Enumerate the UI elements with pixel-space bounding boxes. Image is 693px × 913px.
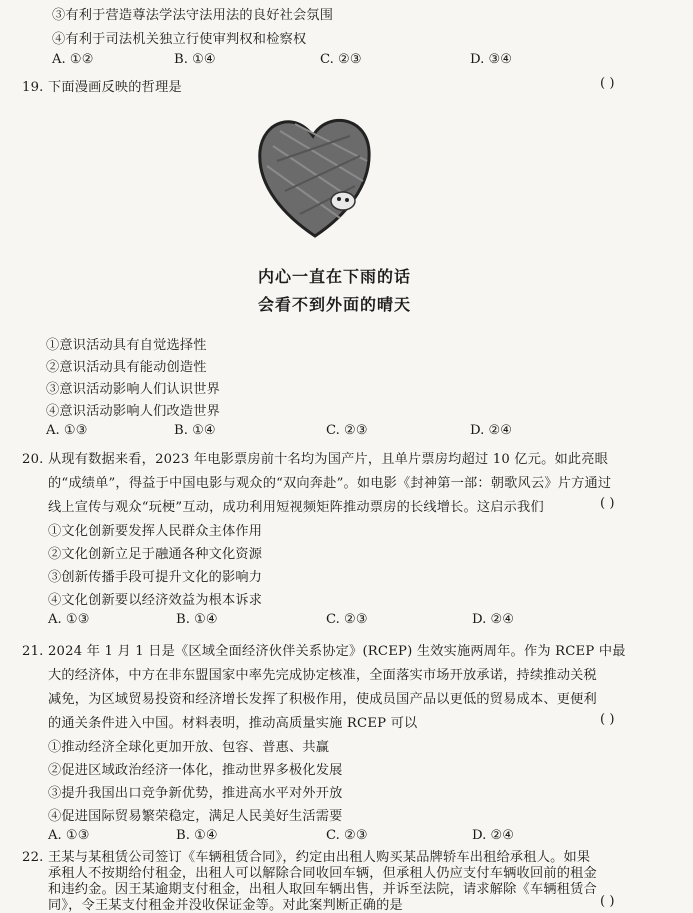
q20-stem-line-3: 线上宣传与观众“玩梗”互动，成功利用短视频矩阵推动票房的长线增长。这启示我们 xyxy=(48,500,544,515)
q18-option-d[interactable]: D. ③④ xyxy=(470,52,513,67)
q22-stem-line-4: 同》，令王某支付租金并没收保证金等。对此案判断正确的是 xyxy=(48,898,403,913)
q20-option-d[interactable]: D. ②④ xyxy=(472,612,515,627)
q21-answer-paren[interactable]: ( ) xyxy=(600,712,615,727)
q21-stem-line-2: 大的经济体，中方在非东盟国家中率先完成协定核准，全面落实市场开放承诺，持续推动关税 xyxy=(48,668,597,683)
q19-option-a[interactable]: A. ①③ xyxy=(46,423,88,438)
q20-option-b[interactable]: B. ①④ xyxy=(176,612,218,627)
q21-option-b[interactable]: B. ①④ xyxy=(176,828,218,843)
q22-stem-line-3: 和违约金。因王某逾期支付租金，出租人取回车辆出售，并诉至法院，请求解除《车辆租赁合 xyxy=(48,882,597,897)
q21-item-3: ③提升我国出口竞争新优势，推进高水平对外开放 xyxy=(48,786,343,801)
q20-item-1: ①文化创新要发挥人民群众主体作用 xyxy=(48,524,263,539)
q21-stem-line-4: 的通关条件进入中国。材料表明，推动高质量实施 RCEP 可以 xyxy=(48,716,418,731)
q20-answer-paren[interactable]: ( ) xyxy=(600,496,615,511)
q21-item-4: ④促进国际贸易繁荣稳定，满足人民美好生活需要 xyxy=(48,809,343,824)
q18-option-c[interactable]: C. ②③ xyxy=(320,52,362,67)
comic-caption-line-1: 内心一直在下雨的话 xyxy=(258,267,412,286)
q19-item-2: ②意识活动具有能动创造性 xyxy=(46,360,207,375)
comic-heart-image xyxy=(255,106,375,241)
comic-caption-line-2: 会看不到外面的晴天 xyxy=(258,295,412,314)
q21-item-1: ①推动经济全球化更加开放、包容、普惠、共赢 xyxy=(48,740,330,755)
q19-item-4: ④意识活动影响人们改造世界 xyxy=(46,404,221,419)
q19-item-1: ①意识活动具有自觉选择性 xyxy=(46,338,207,353)
q19-item-3: ③意识活动影响人们认识世界 xyxy=(46,382,221,397)
q18-option-a[interactable]: A. ①② xyxy=(52,52,94,67)
q21-option-c[interactable]: C. ②③ xyxy=(326,828,368,843)
q19-option-d[interactable]: D. ②④ xyxy=(470,423,513,438)
q22-stem-line-2: 承租人不按期给付租金，出租人可以解除合同收回车辆，但承租人仍应支付车辆收回前的租金 xyxy=(48,866,597,881)
q18-item-3: ③有利于营造尊法学法守法用法的良好社会氛围 xyxy=(52,8,334,23)
q20-option-c[interactable]: C. ②③ xyxy=(326,612,368,627)
q20-item-3: ③创新传播手段可提升文化的影响力 xyxy=(48,570,263,585)
q21-stem-line-1: 21. 2024 年 1 月 1 日是《区域全面经济伙伴关系协定》(RCEP) 生效实施两周年。作为 RCEP 中最 xyxy=(22,644,626,659)
q19-option-c[interactable]: C. ②③ xyxy=(326,423,368,438)
q21-item-2: ②促进区域政治经济一体化，推动世界多极化发展 xyxy=(48,763,343,778)
q20-stem-line-2: 的“成绩单”，得益于中国电影与观众的“双向奔赴”。如电影《封神第一部：朝歌风云》片方通过 xyxy=(48,476,612,491)
q20-item-2: ②文化创新立足于融通各种文化资源 xyxy=(48,547,263,562)
q20-stem-line-1: 20. 从现有数据来看，2023 年电影票房前十名均为国产片，且单片票房均超过 10 亿元。如此亮眼 xyxy=(22,452,609,467)
q19-answer-paren[interactable]: ( ) xyxy=(600,76,615,91)
q18-item-4: ④有利于司法机关独立行使审判权和检察权 xyxy=(52,32,307,47)
q19-option-b[interactable]: B. ①④ xyxy=(174,423,216,438)
q21-stem-line-3: 减免，为区域贸易投资和经济增长发挥了积极作用，使成员国产品以更低的贸易成本、更便利 xyxy=(48,692,597,707)
q22-stem-line-1: 22. 王某与某租赁公司签订《车辆租赁合同》，约定由出租人购买某品牌轿车出租给承租人。如果 xyxy=(22,850,591,865)
q22-answer-paren[interactable]: ( ) xyxy=(600,894,615,909)
q21-option-a[interactable]: A. ①③ xyxy=(48,828,90,843)
q20-item-4: ④文化创新要以经济效益为根本诉求 xyxy=(48,593,263,608)
heart-drawing xyxy=(255,106,375,241)
q18-option-b[interactable]: B. ①④ xyxy=(174,52,216,67)
q19-stem: 19. 下面漫画反映的哲理是 xyxy=(22,80,182,95)
q21-option-d[interactable]: D. ②④ xyxy=(472,828,515,843)
q20-option-a[interactable]: A. ①③ xyxy=(48,612,90,627)
